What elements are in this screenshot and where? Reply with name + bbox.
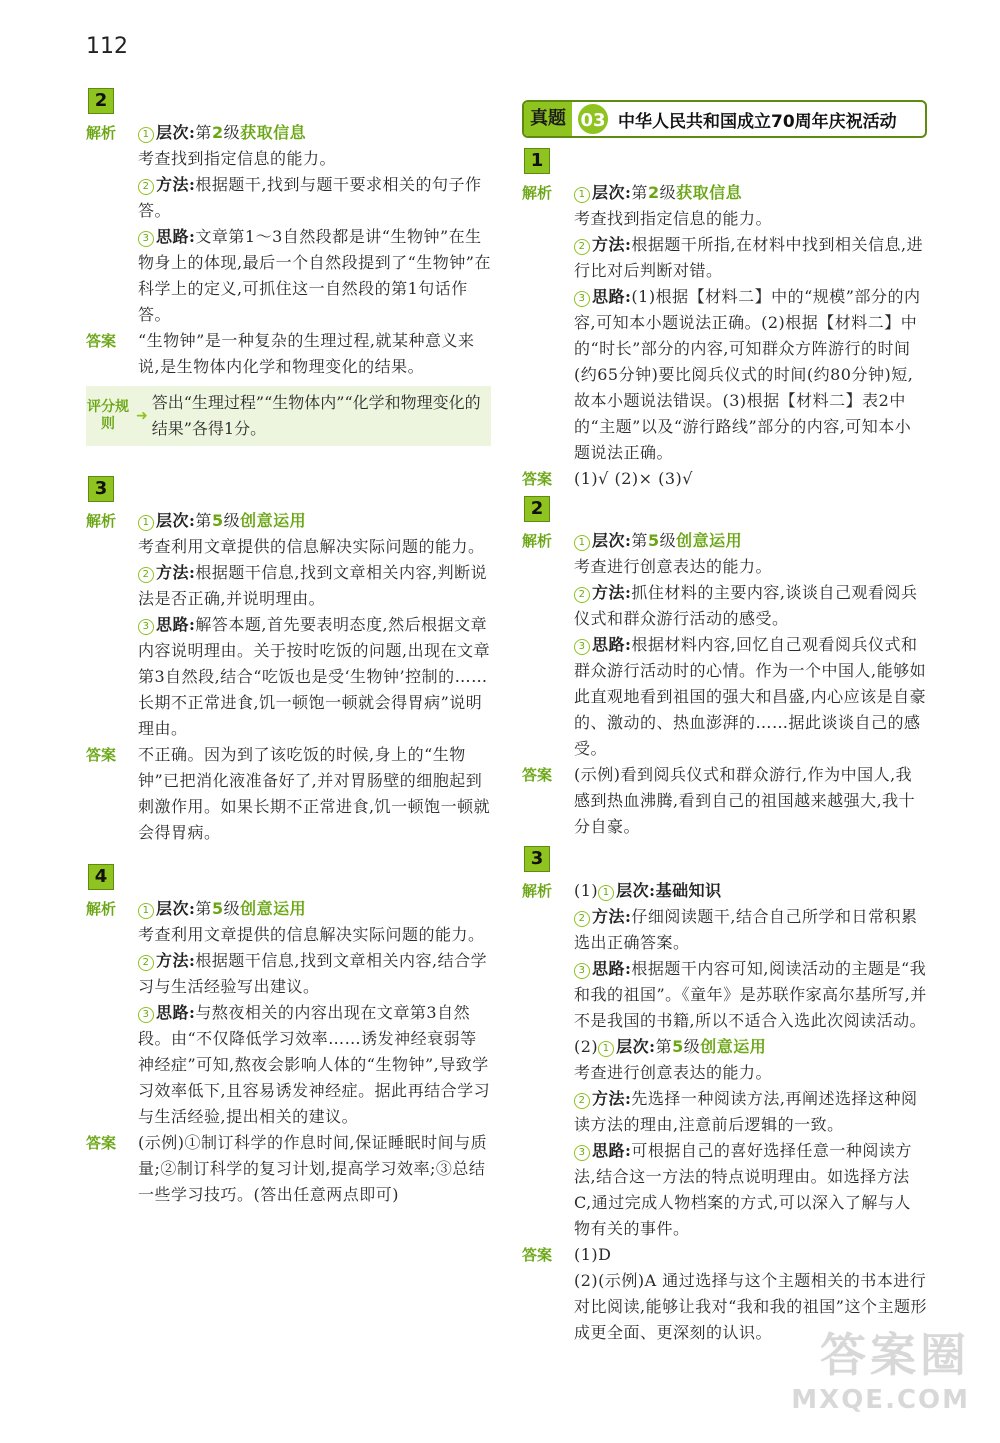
watermark [791, 1319, 970, 1415]
circled-number: 1 [138, 127, 154, 143]
level-name: 获取信息 [240, 123, 307, 142]
level-mid: 级 [223, 899, 241, 918]
level-pre: 第 [195, 899, 212, 918]
analysis-label: 解析 [86, 124, 117, 142]
method-label: 方法: [156, 951, 196, 970]
level-name: 基础知识 [655, 881, 722, 900]
answer-label: 答案 [522, 470, 553, 488]
part-prefix: (1) [574, 881, 599, 900]
circled-number: 1 [598, 885, 614, 901]
banner-number: 03 [576, 102, 610, 136]
circled-number: 2 [138, 567, 154, 583]
method-text: 根据题干信息,找到文章相关内容,判断说法是否正确,并说明理由。 [138, 563, 488, 608]
method-label: 方法: [592, 907, 632, 926]
arrow-icon: ➜ [136, 408, 148, 424]
method-label: 方法: [156, 563, 196, 582]
level-pre: 第 [195, 123, 212, 142]
level-pre: 第 [195, 511, 212, 530]
level-pre: 第 [655, 1037, 673, 1056]
banner-tag: 真题 [524, 102, 572, 136]
analysis-label: 解析 [86, 512, 117, 530]
method-text: 先选择一种阅读方法,再阐述选择这种阅读方法的理由,注意前后逻辑的一致。 [574, 1089, 918, 1134]
level-desc: 考查找到指定信息的能力。 [574, 209, 773, 228]
method-label: 方法: [156, 175, 196, 194]
level-name: 创意运用 [240, 511, 307, 530]
method-text: 根据题干信息,找到文章相关内容,结合学习与生活经验写出建议。 [138, 951, 488, 996]
analysis-label: 解析 [522, 882, 553, 900]
level-mid: 级 [683, 1037, 701, 1056]
right-question-3-block [522, 846, 927, 1346]
question-number: 2 [524, 496, 550, 522]
circled-number: 3 [574, 963, 590, 979]
right-column [522, 100, 927, 1364]
watermark-logo-text: 答案圈 [820, 1328, 970, 1382]
score-rule-box [86, 386, 491, 446]
thinking-label: 思路: [592, 287, 632, 306]
question-2-block [86, 88, 491, 446]
method-text: 仔细阅读题干,结合自己所学和日常积累选出正确答案。 [574, 907, 918, 952]
level-pre: 第 [631, 183, 648, 202]
section-banner [522, 100, 927, 138]
question-4-block [86, 864, 491, 1208]
level-label: 层次: [592, 531, 632, 550]
watermark-url: MXQE.COM [791, 1385, 970, 1415]
thinking-label: 思路: [592, 635, 632, 654]
circled-number: 3 [574, 291, 590, 307]
level-mid: 级 [659, 183, 677, 202]
level-number: 5 [672, 1037, 684, 1056]
circled-number: 3 [138, 231, 154, 247]
thinking-text: (1)根据【材料二】中的“规模”部分的内容,可知本小题说法正确。(2)根据【材料二】中的“时长”部分的内容,可知群众方阵游行的时间(约65分钟)要比阅兵仪式的时间(约80分钟)短,故本小题说法错误。(3)根据【材料二】表2中的“主题”以及“游行路线”部分的内容,可知本小题说法正确。 [574, 287, 921, 462]
right-question-2-block [522, 496, 927, 840]
level-desc: 考查进行创意表达的能力。 [574, 1063, 773, 1082]
level-pre: 第 [631, 531, 648, 550]
level-label: 层次: [156, 123, 196, 142]
right-question-1-block [522, 148, 927, 492]
method-text: 根据题干,找到与题干要求相关的句子作答。 [138, 175, 482, 220]
circled-number: 3 [574, 639, 590, 655]
banner-title: 中华人民共和国成立70周年庆祝活动 [618, 111, 897, 132]
score-rule-label: 评分规则 [87, 399, 129, 432]
method-label: 方法: [592, 235, 632, 254]
answer-text: (示例)看到阅兵仪式和群众游行,作为中国人,我感到热血沸腾,看到自己的祖国越来越强大,我十分自豪。 [574, 765, 916, 836]
analysis-label: 解析 [522, 184, 553, 202]
level-desc: 考查利用文章提供的信息解决实际问题的能力。 [138, 537, 485, 556]
answer-label: 答案 [522, 766, 553, 784]
thinking-label: 思路: [156, 227, 196, 246]
method-label: 方法: [592, 1089, 632, 1108]
answer-text: “生物钟”是一种复杂的生理过程,就某种意义来说,是生物体内化学和物理变化的结果。 [138, 331, 475, 376]
level-name: 创意运用 [700, 1037, 767, 1056]
level-label: 层次: [156, 899, 196, 918]
score-rule-text: 答出“生理过程”“生物体内”“化学和物理变化的结果”各得1分。 [151, 393, 481, 438]
circled-number: 1 [138, 515, 154, 531]
analysis-label: 解析 [522, 532, 553, 550]
circled-number: 1 [574, 535, 590, 551]
left-column [86, 88, 491, 1226]
level-label: 层次: [156, 511, 196, 530]
question-number: 3 [88, 476, 114, 502]
thinking-text: 与熬夜相关的内容出现在文章第3自然段。由“不仅降低学习效率……诱发神经衰弱等神经症”可知,熬夜会影响人体的“生物钟”,导致学习效率低下,且容易诱发神经症。据此再结合学习与生活经验,提出相关的建议。 [138, 1003, 491, 1126]
thinking-text: 根据材料内容,回忆自己观看阅兵仪式和群众游行活动时的心情。作为一个中国人,能够如此直观地看到祖国的强大和昌盛,内心应该是自豪的、激动的、热血澎湃的……据此谈谈自己的感受。 [574, 635, 927, 758]
level-desc: 考查利用文章提供的信息解决实际问题的能力。 [138, 925, 485, 944]
circled-number: 2 [138, 955, 154, 971]
circled-number: 3 [574, 1145, 590, 1161]
thinking-label: 思路: [592, 959, 632, 978]
level-desc: 考查找到指定信息的能力。 [138, 149, 337, 168]
thinking-text: 可根据自己的喜好选择任意一种阅读方法,结合这一方法的特点说明理由。如选择方法C,通过完成人物档案的方式,可以深入了解与人物有关的事件。 [574, 1141, 912, 1238]
circled-number: 2 [574, 1093, 590, 1109]
level-mid: 级 [223, 123, 241, 142]
question-3-block [86, 476, 491, 846]
answer-text: 不正确。因为到了该吃饭的时候,身上的“生物钟”已把消化液准备好了,并对胃肠壁的细胞起到刺激作用。如果长期不正常进食,饥一顿饱一顿就会得胃病。 [138, 745, 491, 842]
level-number: 5 [211, 511, 224, 530]
answer-text: (2)(示例)A 通过选择与这个主题相关的书本进行对比阅读,能够让我对“我和我的祖国”这个主题形成更全面、更深刻的认识。 [574, 1271, 927, 1342]
answer-text: (1)D [574, 1245, 612, 1264]
answer-text: (1)√ (2)× (3)√ [574, 469, 693, 488]
question-number: 1 [524, 148, 550, 174]
question-number: 4 [88, 864, 114, 890]
thinking-label: 思路: [156, 1003, 196, 1022]
circled-number: 2 [574, 587, 590, 603]
question-number: 3 [524, 846, 550, 872]
level-number: 5 [647, 531, 660, 550]
level-name: 创意运用 [240, 899, 307, 918]
circled-number: 1 [598, 1041, 614, 1057]
circled-number: 2 [574, 911, 590, 927]
circled-number: 3 [138, 619, 154, 635]
answer-label: 答案 [86, 746, 117, 764]
method-text: 根据题干所指,在材料中找到相关信息,进行比对后判断对错。 [574, 235, 924, 280]
circled-number: 3 [138, 1007, 154, 1023]
thinking-text: 根据题干内容可知,阅读活动的主题是“我和我的祖国”。《童年》是苏联作家高尔基所写,并不是我国的书籍,所以不适合入选此次阅读活动。 [574, 959, 927, 1030]
level-mid: 级 [659, 531, 677, 550]
level-desc: 考查进行创意表达的能力。 [574, 557, 773, 576]
level-label: 层次: [616, 1037, 656, 1056]
answer-label: 答案 [86, 1134, 117, 1152]
level-label: 层次: [616, 881, 656, 900]
page-number: 112 [86, 34, 128, 59]
level-number: 5 [211, 899, 224, 918]
analysis-label: 解析 [86, 900, 117, 918]
level-mid: 级 [223, 511, 241, 530]
thinking-text: 解答本题,首先要表明态度,然后根据文章内容说明理由。关于按时吃饭的问题,出现在文章第3自然段,结合“吃饭也是受‘生物钟’控制的……长期不正常进食,饥一顿饱一顿就会得胃病”说明理由。 [138, 615, 491, 738]
circled-number: 1 [574, 187, 590, 203]
method-label: 方法: [592, 583, 632, 602]
circled-number: 1 [138, 903, 154, 919]
method-text: 抓住材料的主要内容,谈谈自己观看阅兵仪式和群众游行活动的感受。 [574, 583, 918, 628]
level-number: 2 [647, 183, 660, 202]
circled-number: 2 [574, 239, 590, 255]
answer-label: 答案 [522, 1246, 553, 1264]
answer-label: 答案 [86, 332, 117, 350]
question-number: 2 [88, 88, 114, 114]
level-name: 获取信息 [676, 183, 743, 202]
part-prefix: (2) [574, 1037, 599, 1056]
thinking-text: 文章第1～3自然段都是讲“生物钟”在生物身上的体现,最后一个自然段提到了“生物钟”在科学上的定义,可抓住这一自然段的第1句话作答。 [138, 227, 491, 324]
thinking-label: 思路: [592, 1141, 632, 1160]
answer-text: (示例)①制订科学的作息时间,保证睡眠时间与质量;②制订科学的复习计划,提高学习效率;③总结一些学习技巧。(答出任意两点即可) [138, 1133, 488, 1204]
level-name: 创意运用 [676, 531, 743, 550]
thinking-label: 思路: [156, 615, 196, 634]
level-number: 2 [211, 123, 224, 142]
level-label: 层次: [592, 183, 632, 202]
circled-number: 2 [138, 179, 154, 195]
